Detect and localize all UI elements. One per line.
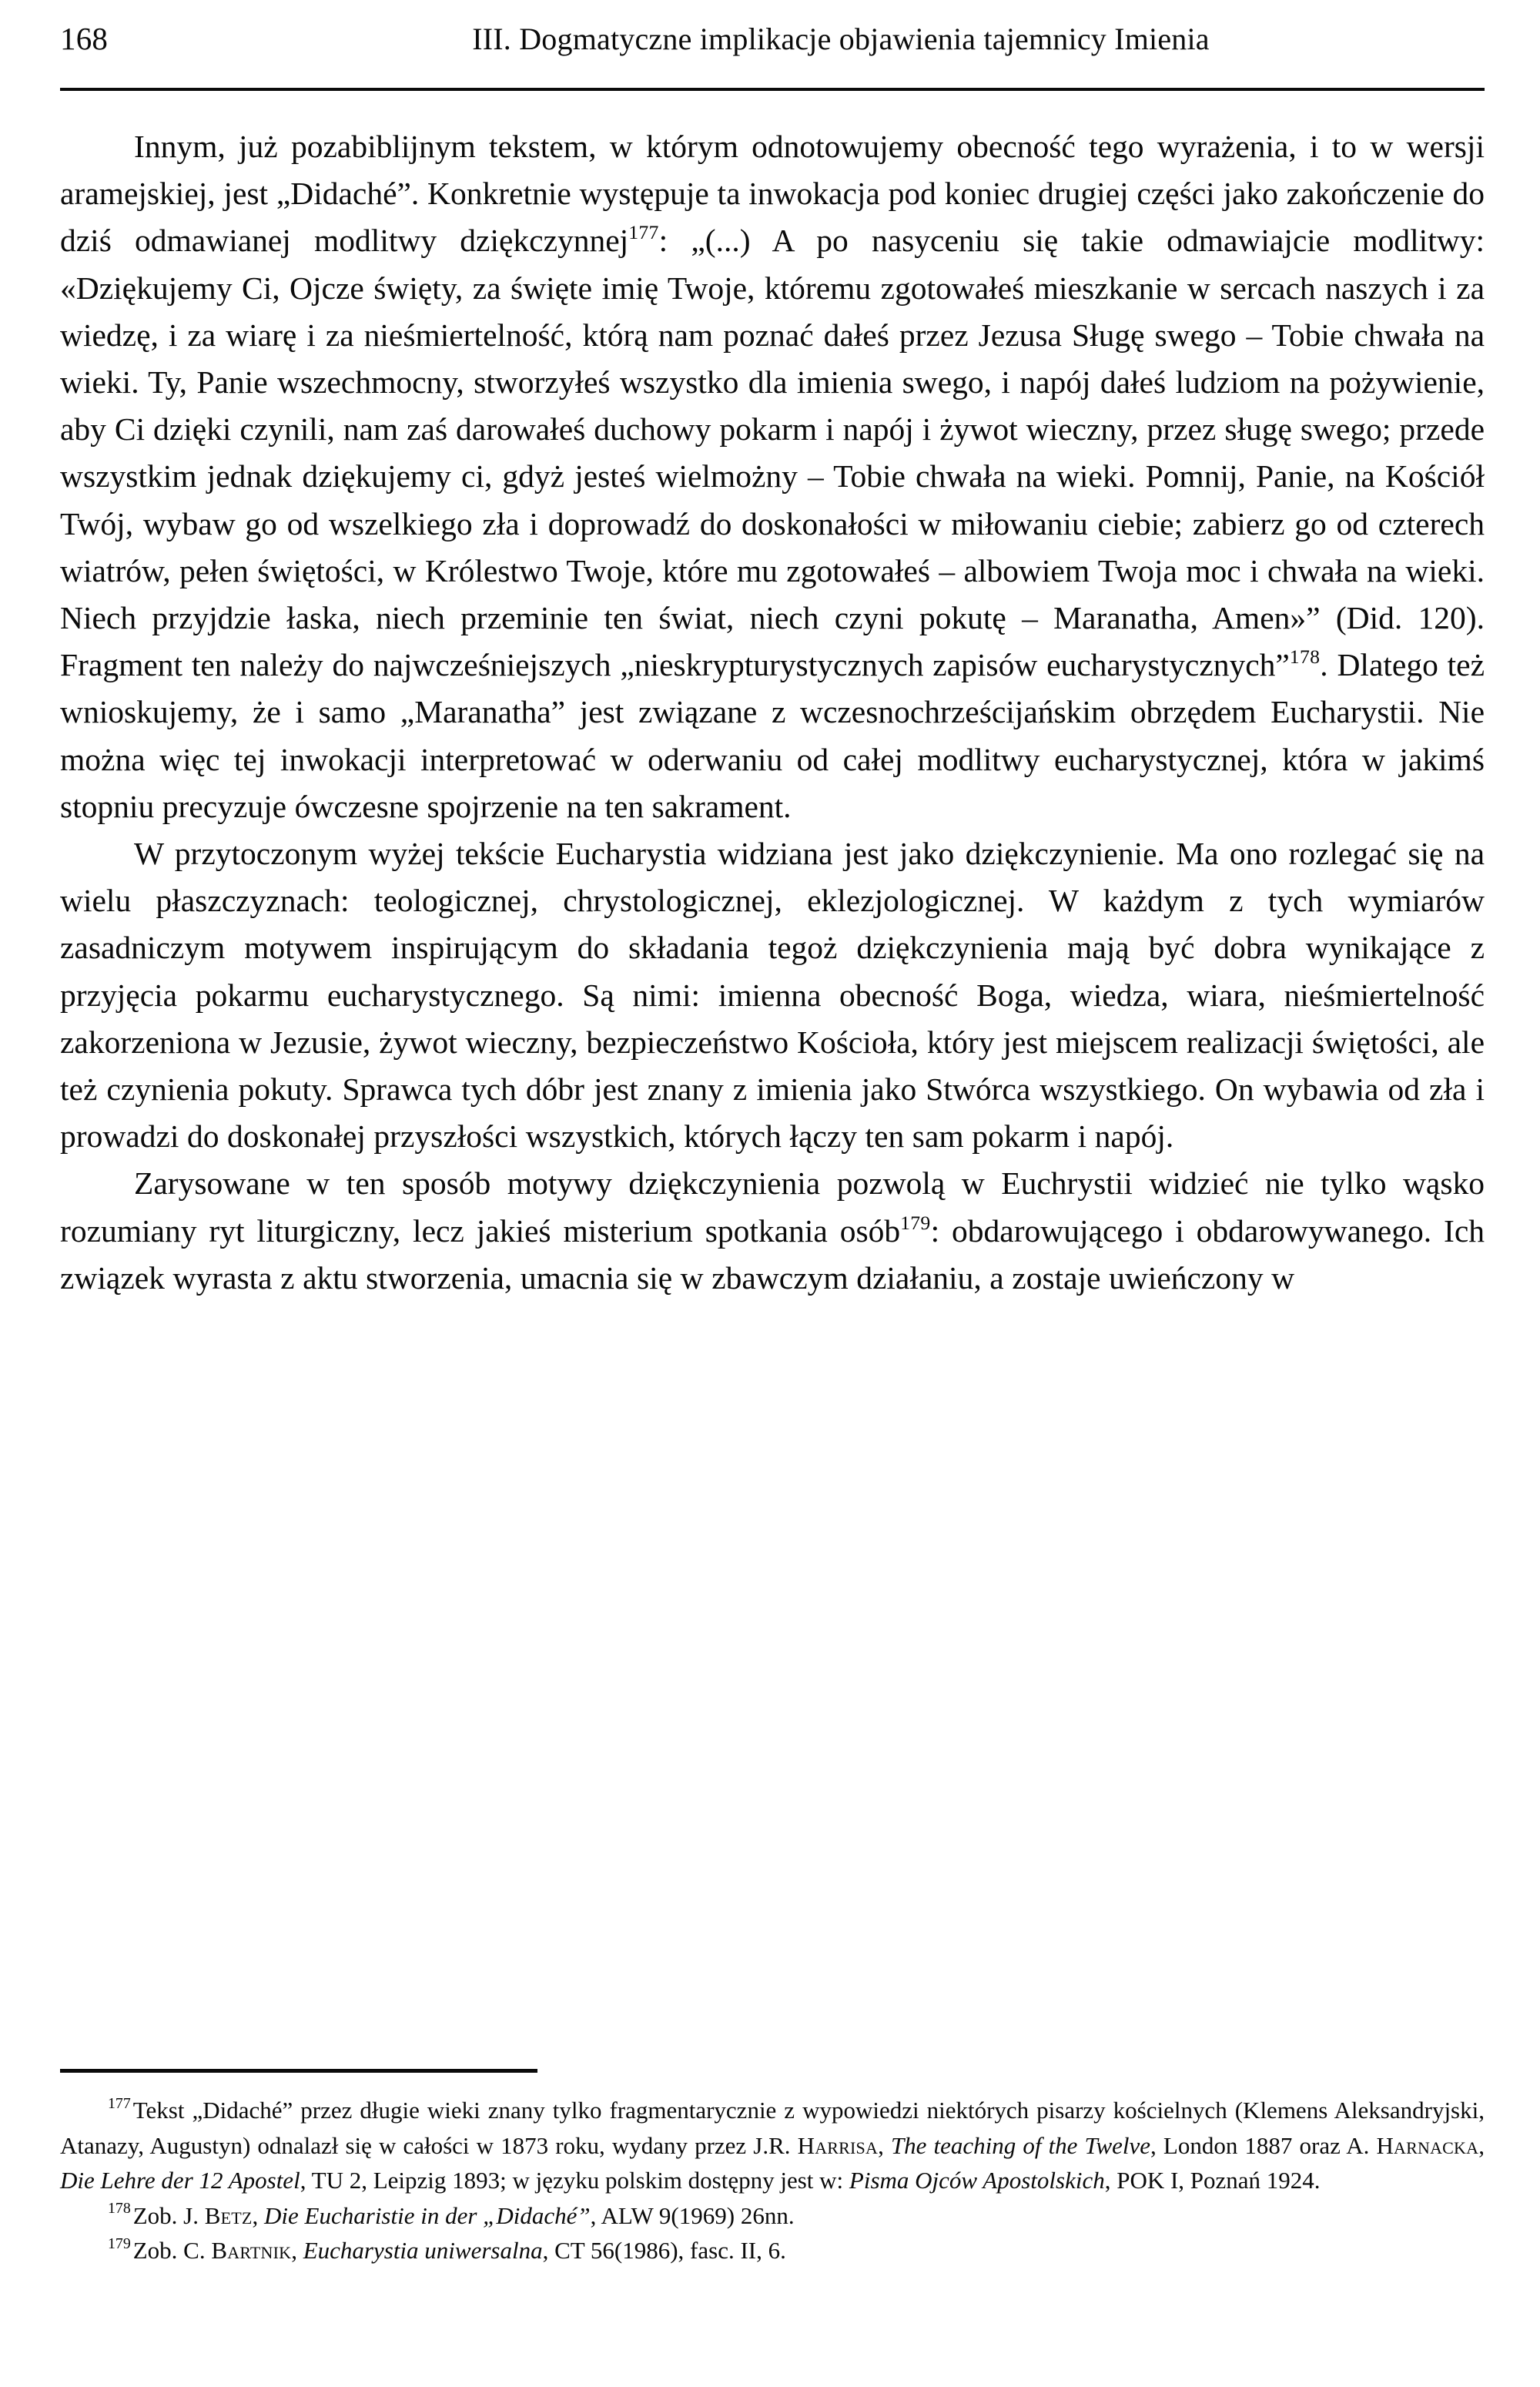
footnote-177-title-2: Die Lehre der 12 Apostel — [60, 2167, 300, 2194]
footnote-177-seg2: , — [878, 2131, 891, 2159]
footnote-reference-178[interactable]: 178 — [1289, 645, 1321, 669]
footnote-177-seg1: Tekst „Didaché” przez długie wieki znany tylko fragmentarycznie z wypowiedzi niektórych pisarzy kościelnych (Klemens Aleksandryjski, Atanazy, Augustyn) odnalazł się w całości w 1873 roku, wydany przez J.R. — [60, 2097, 1485, 2159]
footnote-177-title-3: Pisma Ojców Apostolskich — [849, 2167, 1105, 2194]
footnote-179-seg2: , — [291, 2237, 303, 2264]
paragraph-1-text-a: Innym, już pozabiblijnym tekstem, w którym odnotowujemy obecność tego wyrażenia, i to w wersji aramejskiej, jest „Didaché”. Konkretnie występuje ta inwokacja pod koniec drugiej części jako zakończenie do dziś odmawianej modlitwy dziękczynnej — [60, 129, 1485, 259]
footnote-177-author-harris: Harrisa — [797, 2131, 879, 2159]
running-header — [60, 23, 1485, 89]
footnote-177-author-harnack: Harnacka — [1376, 2131, 1479, 2159]
footnote-177-seg4: , — [1478, 2131, 1485, 2159]
footnote-177-seg6: , POK I, Poznań 1924. — [1104, 2167, 1321, 2194]
header-row — [60, 23, 1485, 55]
footnote-178 — [60, 2198, 1485, 2234]
footnote-178-title: Die Eucharistie in der „Didaché” — [264, 2201, 591, 2229]
footnote-178-seg3: , ALW 9(1969) 26nn. — [590, 2201, 795, 2229]
footnote-179-author-bartnik: Bartnik — [211, 2237, 292, 2264]
paragraph-2: W przytoczonym wyżej tekście Eucharystia widziana jest jako dziękczynienie. Ma ono rozlegać się na wielu płaszczyznach: teologicznej, chrystologicznej, eklezjologicznej. W każdym z tych wymiarów zasadniczym motywem inspirującym do składania tegoż dziękczynienia mają być dobra wynikające z przyjęcia pokarmu eucharystycznego. Są nimi: imienna obecność Boga, wiedza, wiara, nieśmiertelność zakorzeniona w Jezusie, żywot wieczny, bezpieczeństwo Kościoła, który jest miejscem realizacji świętości, ale też czynienia pokuty. Sprawca tych dóbr jest znany z imienia jako Stwórca wszystkiego. On wybawia od zła i prowadzi do doskonałej przyszłości wszystkich, których łączy ten sam pokarm i napój. — [60, 836, 1485, 1155]
header-divider-rule — [60, 88, 1485, 91]
footnote-separator-rule — [60, 2069, 537, 2073]
paragraph-1-text-b: : „(...) A po nasyceniu się takie odmawiajcie modlitwy: «Dziękujemy Ci, Ojcze święty, za święte imię Twoje, któremu zgotowałeś mieszkanie w sercach naszych i za wiedzę, i za wiarę i za nieśmiertelność, którą nam poznać dałeś przez Jezusa Sługę swego – Tobie chwała na wieki. Ty, Panie wszechmocny, stworzyłeś wszystko dla imienia swego, i napój dałeś ludziom na pożywienie, aby Ci dzięki czynili, nam zaś darowałeś duchowy pokarm i napój i żywot wieczny, przez sługę swego; przede wszystkim jednak dziękujemy ci, gdyż jesteś wielmożny – Tobie chwała na wieki. Pomnij, Panie, na Kościół Twój, wybaw go od wszelkiego zła i doprowadź do doskonałości w miłowaniu ciebie; zabierz go od czterech wiatrów, pełen świętości, w Królestwo Twoje, które mu zgotowałeś – albowiem Twoja moc i chwała na wieki. Niech przyjdzie łaska, niech przeminie ten świat, niech czyni pokutę – Maranatha, Amen»” (Did. 120). Fragment ten należy do najwcześniejszych „nieskrypturystycznych zapisów eucharystycznych” — [60, 223, 1485, 683]
footnote-179-title: Eucharystia uniwersalna — [303, 2237, 543, 2264]
paragraph-3 — [60, 1160, 1485, 1302]
footnote-178-author-betz: Betz — [204, 2201, 253, 2229]
footnote-177-title-1: The teaching of the Twelve — [890, 2131, 1151, 2159]
paragraph-3-text-a: Zarysowane w ten sposób motywy dziękczynienia pozwolą w Euchrystii widzieć nie tylko wąsko rozumiany ryt liturgiczny, lecz jakieś misterium spotkania osób — [60, 1165, 1485, 1249]
footnote-179 — [60, 2233, 1485, 2268]
footnote-number-177: 177 — [108, 2094, 131, 2112]
footnote-number-178: 178 — [108, 2200, 131, 2218]
footnote-177-seg5: , TU 2, Leipzig 1893; w języku polskim dostępny jest w: — [300, 2167, 849, 2194]
page-number: 168 — [60, 21, 109, 56]
paragraph-1-text-c: . Dlatego też wnioskujemy, że i samo „Maranatha” jest związane z wczesnochrześcijańskim obrzędem Eucharystii. Nie można więc tej inwokacji interpretować w oderwaniu od całej modlitwy eucharystycznej, która w jakimś stopniu precyzuje ówczesne spojrzenie na ten sakrament. — [60, 647, 1485, 824]
footnote-178-seg2: , — [252, 2201, 265, 2229]
footnote-179-seg3: , CT 56(1986), fasc. II, 6. — [542, 2237, 786, 2264]
paragraph-1 — [60, 123, 1485, 830]
footnote-area — [60, 2069, 1485, 2268]
body-text-column — [60, 123, 1485, 1302]
paragraph-3-text-b: : obdarowującego i obdarowywanego. Ich związek wyrasta z aktu stworzenia, umacnia się w zbawczym działaniu, a zostaje uwieńczony w — [60, 1212, 1485, 1296]
running-title: III. Dogmatyczne implikacje objawienia tajemnicy Imienia — [472, 22, 1210, 56]
footnote-177-seg3: , London 1887 oraz A. — [1150, 2131, 1377, 2159]
footnote-177 — [60, 2093, 1485, 2198]
footnote-reference-177[interactable]: 177 — [628, 221, 659, 244]
footnote-reference-179[interactable]: 179 — [900, 1211, 931, 1234]
footnote-number-179: 179 — [108, 2234, 131, 2252]
footnote-178-seg1: Zob. J. — [132, 2201, 205, 2229]
footnote-179-seg1: Zob. C. — [132, 2237, 212, 2264]
